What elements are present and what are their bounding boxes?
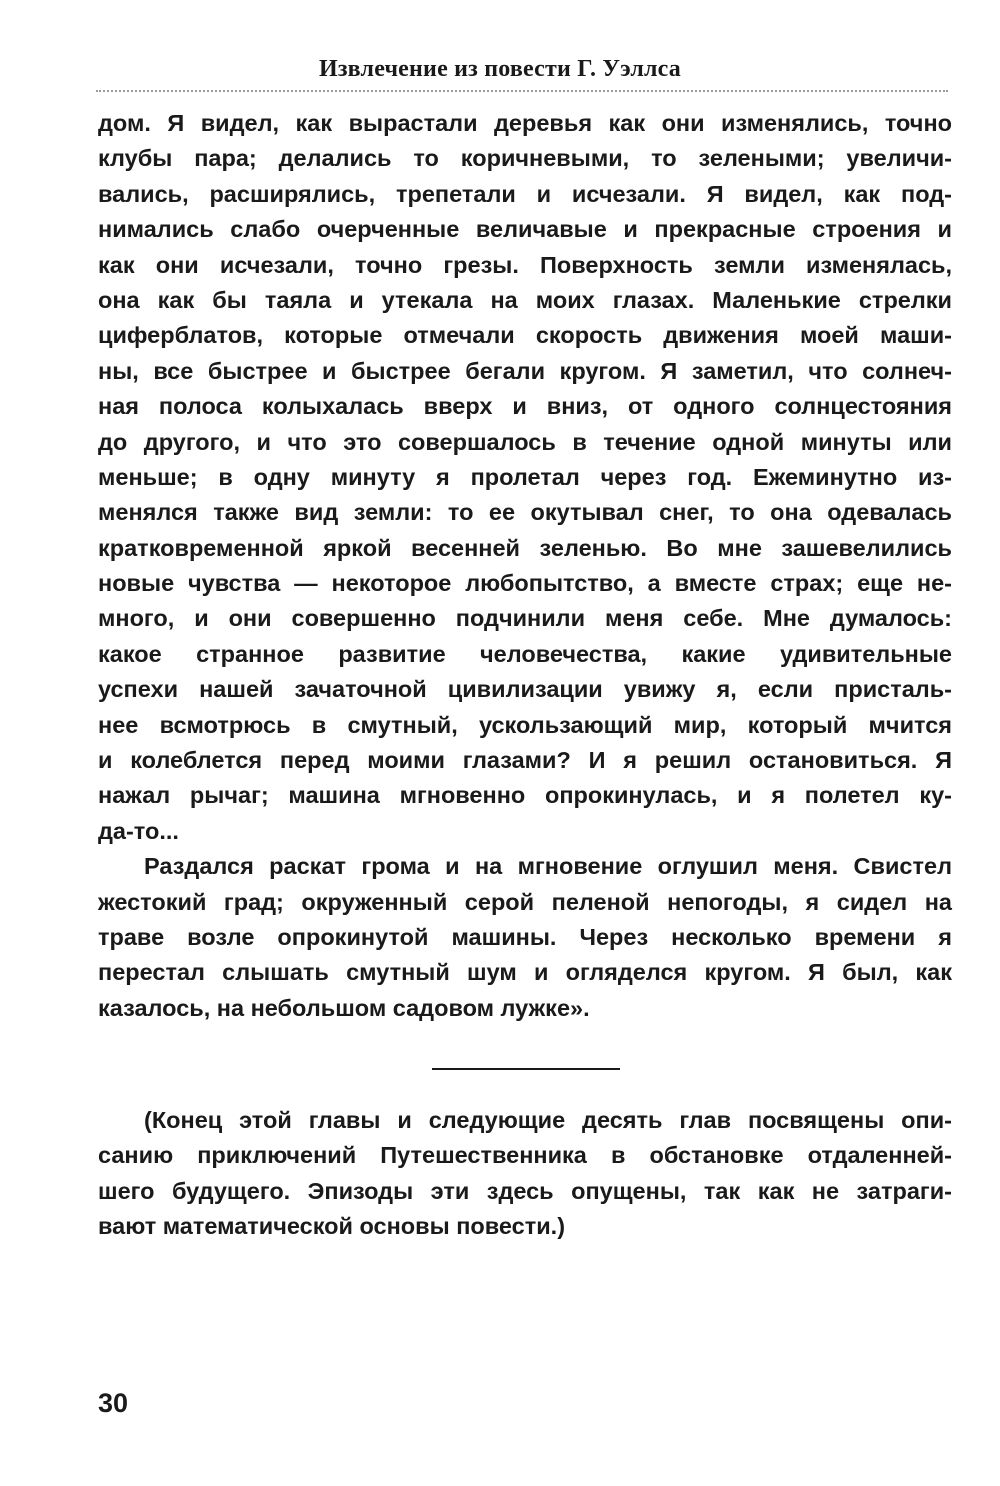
section-separator-rule bbox=[432, 1068, 620, 1070]
text-line: санию приключений Путешественника в обстановке отдаленней- bbox=[98, 1142, 952, 1169]
text-line: новые чувства — некоторое любопытство, а вместе страх; еще не- bbox=[98, 570, 952, 597]
text-line: казалось, на небольшом садовом лужке». bbox=[98, 994, 590, 1021]
text-line: ны, все быстрее и быстрее бегали кругом. Я заметил, что солнеч- bbox=[98, 357, 952, 384]
text-line: циферблатов, которые отмечали скорость движения моей маши- bbox=[98, 322, 952, 349]
text-line: нее всмотрюсь в смутный, ускользающий мир, который мчится bbox=[98, 711, 952, 738]
text-line: и колеблется перед моими глазами? И я решил остановиться. Я bbox=[98, 747, 952, 774]
text-line: меньше; в одну минуту я пролетал через год. Ежеминутно из- bbox=[98, 463, 952, 490]
paragraph-1 bbox=[98, 106, 952, 849]
text-line: Раздался раскат грома и на мгновение оглушил меня. Свистел bbox=[144, 853, 952, 880]
text-line: (Конец этой главы и следующие десять глав посвящены опи- bbox=[144, 1107, 952, 1133]
text-line: какое странное развитие человечества, какие удивительные bbox=[98, 640, 952, 667]
text-line: жестокий град; окруженный серой пеленой непогоды, я сидел на bbox=[98, 888, 952, 915]
page-number: 30 bbox=[98, 1388, 129, 1418]
text-line: нажал рычаг; машина мгновенно опрокинулась, и я полетел ку- bbox=[98, 782, 952, 809]
text-line: нимались слабо очерченные величавые и прекрасные строения и bbox=[98, 216, 952, 243]
main-text bbox=[98, 106, 952, 1026]
text-line: траве возле опрокинутой машины. Через несколько времени я bbox=[98, 923, 952, 950]
text-line: дом. Я видел, как вырастали деревья как они изменялись, точно bbox=[98, 110, 952, 136]
text-line: да-то... bbox=[98, 817, 179, 844]
paragraph-2 bbox=[98, 849, 952, 1026]
running-header: Извлечение из повести Г. Уэллса bbox=[318, 56, 682, 82]
editor-note bbox=[98, 1103, 952, 1245]
text-line: она как бы таяла и утекала на моих глазах. Маленькие стрелки bbox=[98, 286, 952, 313]
text-line: перестал слышать смутный шум и огляделся кругом. Я был, как bbox=[98, 959, 952, 986]
text-line: как они исчезали, точно грезы. Поверхность земли изменялась, bbox=[98, 251, 952, 278]
text-line: менялся также вид земли: то ее окутывал снег, то она одевалась bbox=[98, 499, 952, 526]
text-line: вают математической основы повести.) bbox=[98, 1213, 566, 1240]
header-dotted-rule bbox=[96, 90, 948, 92]
text-line: шего будущего. Эпизоды эти здесь опущены, так как не затраги- bbox=[98, 1177, 952, 1204]
text-line: успехи нашей зачаточной цивилизации увижу я, если присталь- bbox=[98, 676, 952, 703]
text-line: вались, расширялись, трепетали и исчезали. Я видел, как под- bbox=[98, 180, 952, 207]
text-line: до другого, и что это совершалось в течение одной минуты или bbox=[98, 428, 952, 455]
text-line: клубы пара; делались то коричневыми, то зелеными; увеличи- bbox=[98, 145, 952, 172]
text-line: ная полоса колыхалась вверх и вниз, от одного солнцестояния bbox=[98, 393, 952, 420]
text-line: кратковременной яркой весенней зеленью. Во мне зашевелились bbox=[98, 534, 952, 561]
text-line: много, и они совершенно подчинили меня себе. Мне думалось: bbox=[98, 605, 952, 632]
